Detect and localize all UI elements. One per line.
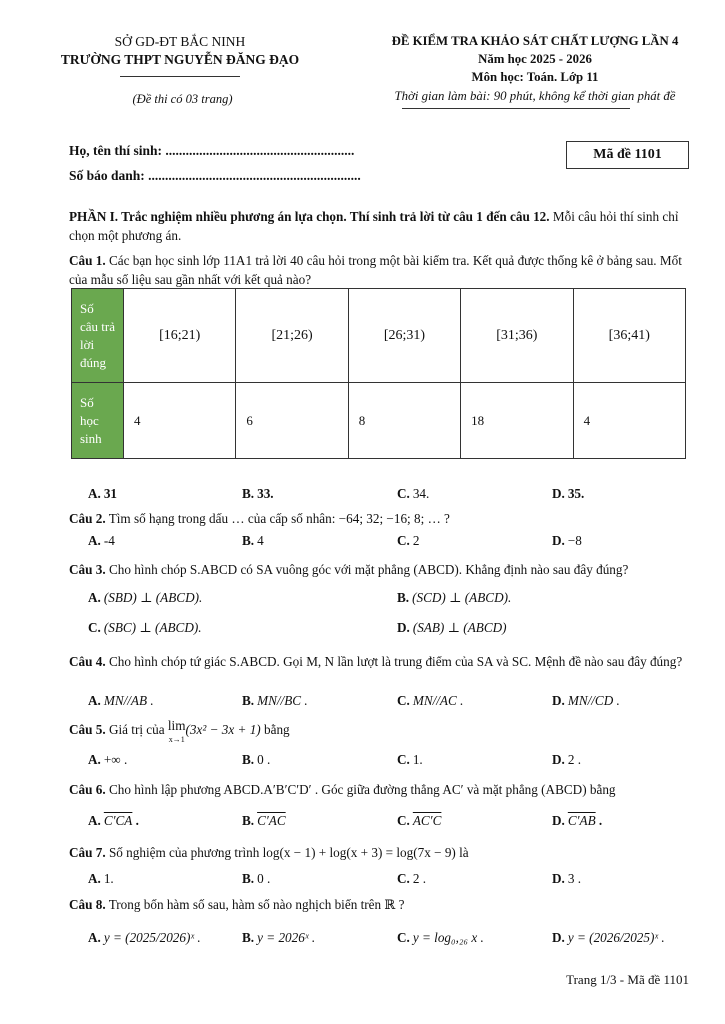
question-1 [69, 251, 693, 289]
q7-option-c[interactable]: C. 2 . [397, 871, 427, 886]
table-cell: 6 [236, 383, 348, 459]
question-5-text: Giá trị của [105, 722, 168, 737]
question-7-text: Số nghiệm của phương trình log(x − 1) + log(x + 3) = log(7x − 9) là [105, 845, 469, 860]
question-6-number: Câu 6. [69, 782, 106, 797]
question-5-text-post: bằng [260, 722, 290, 737]
q2-option-c[interactable]: C. 2 [397, 533, 420, 548]
question-7-number: Câu 7. [69, 845, 106, 860]
q7-option-b[interactable]: B. 0 . [242, 871, 271, 886]
q8-option-c[interactable]: C. y = log₀,₂₆ x . [397, 930, 484, 945]
table-cell: 8 [348, 383, 460, 459]
student-name-field: Họ, tên thí sinh: ........................................................ [69, 143, 355, 158]
question-8-number: Câu 8. [69, 897, 106, 912]
limit-expression: (3x² − 3x + 1) [185, 722, 261, 737]
time-allowed: Thời gian làm bài: 90 phút, không kể thời gian phát đề [394, 89, 676, 103]
table-cell: [36;41) [573, 289, 685, 383]
q4-option-a[interactable]: A. MN//AB . [88, 693, 154, 708]
q4-option-d[interactable]: D. MN//CD . [552, 693, 620, 708]
question-6 [69, 780, 693, 799]
q2-option-b[interactable]: B. 4 [242, 533, 264, 548]
q3-option-b[interactable]: B. (SCD) ⊥ (ABCD). [397, 590, 512, 605]
page-footer: Trang 1/3 - Mã đề 1101 [566, 972, 689, 987]
table-cell: [31;36) [461, 289, 573, 383]
question-5-number: Câu 5. [69, 722, 106, 737]
question-3-text: Cho hình chóp S.ABCD có SA vuông góc với mặt phẳng (ABCD). Khẳng định nào sau đây đúng? [105, 562, 629, 577]
q5-option-b[interactable]: B. 0 . [242, 752, 271, 767]
question-6-text: Cho hình lập phương ABCD.A′B′C′D′ . Góc giữa đường thẳng AC′ và mặt phẳng (ABCD) bằng [105, 782, 616, 797]
table-header-students: Số học sinh [72, 383, 124, 459]
question-2-text: Tìm số hạng trong dấu … của cấp số nhân: −64; 32; −16; 8; … ? [105, 511, 450, 526]
header-underline [402, 108, 630, 109]
table-header-correct-answers: Số câu trả lời đúng [72, 289, 124, 383]
question-5 [69, 720, 693, 746]
q7-option-d[interactable]: D. 3 . [552, 871, 582, 886]
limit-symbol: lim [167, 718, 186, 733]
table-cell: 4 [124, 383, 236, 459]
q8-option-a[interactable]: A. y = (2025/2026)ˣ . [88, 930, 201, 945]
department-name: SỞ GD-ĐT BẮC NINH [114, 34, 246, 49]
question-8 [69, 895, 693, 914]
q5-option-d[interactable]: D. 2 . [552, 752, 582, 767]
question-3 [69, 560, 693, 579]
school-year: Năm học 2025 - 2026 [478, 52, 592, 66]
question-3-number: Câu 3. [69, 562, 106, 577]
question-4-text: Cho hình chóp tứ giác S.ABCD. Gọi M, N lần lượt là trung điểm của SA và SC. Mệnh đề nào sau đây đúng? [105, 654, 683, 669]
q2-option-d[interactable]: D. −8 [552, 533, 582, 548]
q1-option-a[interactable]: A. 31 [88, 486, 118, 501]
q8-option-b[interactable]: B. y = 2026ˣ . [242, 930, 316, 945]
table-row [72, 383, 686, 459]
table-cell: [21;26) [236, 289, 348, 383]
q1-option-b[interactable]: B. 33. [242, 486, 274, 501]
q6-option-b[interactable]: B. C′AC [242, 813, 286, 828]
q2-option-a[interactable]: A. -4 [88, 533, 115, 548]
part1-title-rest: Mỗi câu hỏi thí sinh chỉ chọn một phương án. [69, 209, 679, 243]
q8-option-d[interactable]: D. y = (2026/2025)ˣ . [552, 930, 665, 945]
q3-option-a[interactable]: A. (SBD) ⊥ (ABCD). [88, 590, 203, 605]
part1-title-bold: PHẦN I. Trắc nghiệm nhiều phương án lựa chọn. Thí sinh trả lời từ câu 1 đến câu 12. [69, 209, 550, 224]
q3-option-c[interactable]: C. (SBC) ⊥ (ABCD). [88, 620, 202, 635]
question-2 [69, 509, 693, 528]
q6-option-d[interactable]: D. C′AB . [552, 813, 603, 828]
question-1-number: Câu 1. [69, 253, 106, 268]
table-cell: [26;31) [348, 289, 460, 383]
q3-option-d[interactable]: D. (SAB) ⊥ (ABCD) [397, 620, 507, 635]
exam-code-box: Mã đề 1101 [566, 141, 689, 169]
limit-subscript: x→1 [168, 735, 185, 744]
q1-option-d[interactable]: D. 35. [552, 486, 585, 501]
q6-option-a[interactable]: A. C′CA . [88, 813, 139, 828]
pages-note: (Đề thi có 03 trang) [132, 92, 233, 106]
table-cell: 18 [461, 383, 573, 459]
q4-option-b[interactable]: B. MN//BC . [242, 693, 308, 708]
question-4-number: Câu 4. [69, 654, 106, 669]
subject: Môn học: Toán. Lớp 11 [471, 70, 599, 84]
question-2-number: Câu 2. [69, 511, 106, 526]
question-4 [69, 652, 693, 671]
q1-option-c[interactable]: C. 34. [397, 486, 430, 501]
school-name: TRƯỜNG THPT NGUYỄN ĐĂNG ĐẠO [60, 52, 300, 67]
student-id-field: Số báo danh: ............................................................... [69, 168, 361, 183]
question-7 [69, 843, 693, 862]
q6-option-c[interactable]: C. AC′C [397, 813, 442, 828]
question-8-text: Trong bốn hàm số sau, hàm số nào nghịch biến trên ℝ ? [105, 897, 405, 912]
table-cell: [16;21) [124, 289, 236, 383]
part1-title [69, 207, 693, 245]
table-cell: 4 [573, 383, 685, 459]
exam-title: ĐỀ KIỂM TRA KHẢO SÁT CHẤT LƯỢNG LẦN 4 [391, 34, 679, 48]
q4-option-c[interactable]: C. MN//AC . [397, 693, 464, 708]
q7-option-a[interactable]: A. 1. [88, 871, 114, 886]
frequency-table [71, 288, 686, 459]
table-row [72, 289, 686, 383]
school-underline [120, 76, 240, 77]
question-1-text: Các bạn học sinh lớp 11A1 trả lời 40 câu hỏi trong một bài kiểm tra. Kết quả được thống kê ở bảng sau. Mốt của mẫu số liệu sau gần nhất với kết quả nào? [69, 253, 682, 287]
q5-option-c[interactable]: C. 1. [397, 752, 423, 767]
q5-option-a[interactable]: A. +∞ . [88, 752, 128, 767]
